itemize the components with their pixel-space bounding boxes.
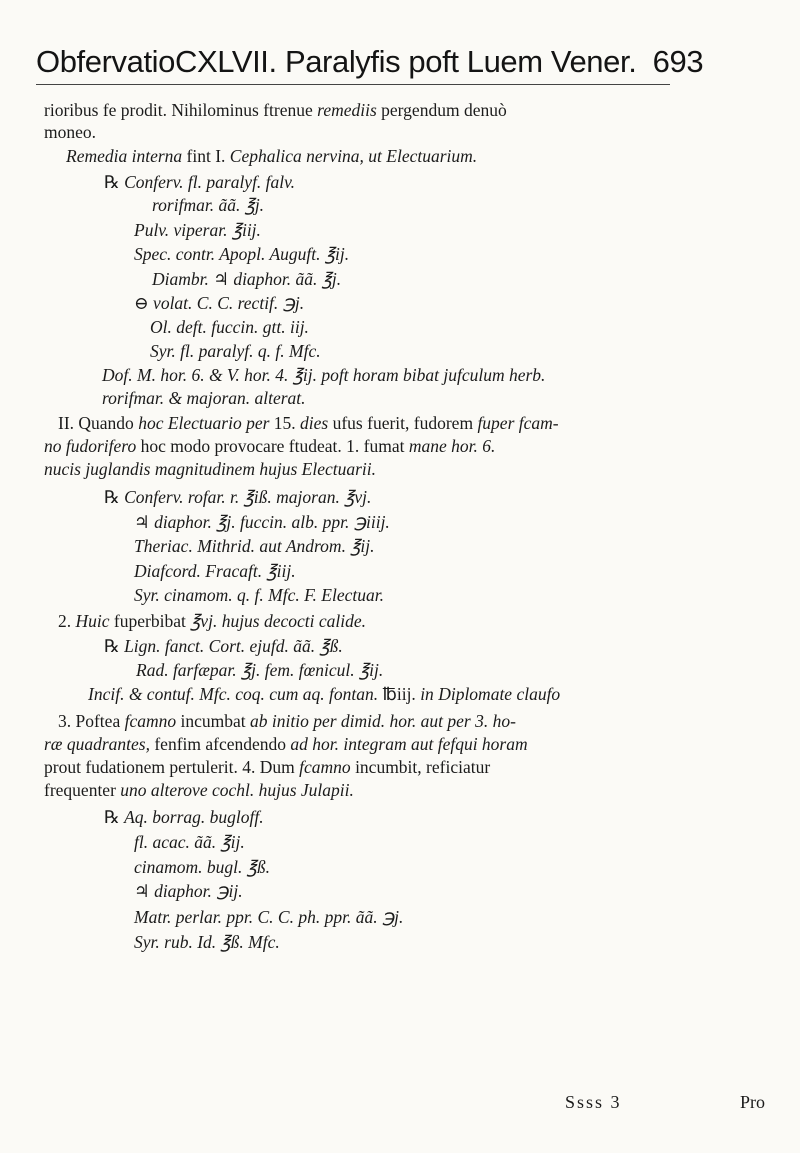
recipe-symbol: ℞ <box>104 487 120 507</box>
recipe-symbol: ℞ <box>104 807 120 827</box>
recipe-line: Spec. contr. Apopl. Auguft. ℥ij. <box>134 244 350 264</box>
text-line: moneo. <box>44 122 97 142</box>
text-line: 3. Poftea fcamno incumbat ab initio per dimid. hor. aut per 3. ho- <box>58 711 516 731</box>
text-line: prout fudationem pertulerit. 4. Dum fcamno incumbit, reficiatur <box>44 757 491 777</box>
recipe-line: Syr. cinamom. q. f. Mfc. F. Electuar. <box>134 585 384 605</box>
text-line: Remedia interna fint I. Cephalica nervina, ut Electuarium. <box>66 146 478 166</box>
header-rule <box>36 84 670 85</box>
text-line: II. Quando hoc Electuario per 15. dies ufus fuerit, fudorem fuper fcam- <box>58 413 559 433</box>
signature-mark: Ssss 3 <box>565 1092 622 1112</box>
recipe-line: Pulv. viperar. ℥iij. <box>134 220 261 240</box>
recipe-line: ♃ diaphor. ℥j. fuccin. alb. ppr. ℈iiij. <box>134 512 390 532</box>
running-header <box>36 44 776 80</box>
recipe-line: Incif. & contuf. Mfc. coq. cum aq. fontan. ℔iij. in Diplomate claufo <box>88 684 561 704</box>
crocus-symbol: ⊖ <box>134 293 149 313</box>
running-title: ObfervatioCXLVII. Paralyfis poft Luem Vener. <box>36 44 637 79</box>
recipe-line: ℞ Lign. fanct. Cort. ejufd. ãã. ℥ß. <box>104 636 343 656</box>
recipe-line: ♃ diaphor. ℈ij. <box>134 881 243 901</box>
dosage-line: rorifmar. & majoran. alterat. <box>102 388 306 408</box>
text-line: nucis juglandis magnitudinem hujus Electuarii. <box>44 459 376 479</box>
dosage-line: Dof. M. hor. 6. & V. hor. 4. ℥ij. poft horam bibat jufculum herb. <box>102 365 546 385</box>
recipe-line: Matr. perlar. ppr. C. C. ph. ppr. ãã. ℈j. <box>134 907 404 927</box>
recipe-line: cinamom. bugl. ℥ß. <box>134 857 271 877</box>
recipe-symbol: ℞ <box>104 172 120 192</box>
recipe-line: Ol. deft. fuccin. gtt. iij. <box>150 317 309 337</box>
recipe-line: ℞ Conferv. rofar. r. ℥iß. majoran. ℥vj. <box>104 487 372 507</box>
text-line: ræ quadrantes, fenfim afcendendo ad hor. integram aut fefqui horam <box>44 734 528 754</box>
recipe-line: ⊖ volat. C. C. rectif. ℈j. <box>134 293 305 313</box>
text-line: 2. Huic fuperbibat ℥vj. hujus decocti calide. <box>58 611 367 631</box>
catchword: Pro <box>740 1092 766 1112</box>
page-number: 693 <box>652 44 704 79</box>
recipe-line: Rad. farfæpar. ℥j. fem. fœnicul. ℥ij. <box>136 660 384 680</box>
recipe-line: Syr. rub. Id. ℥ß. Mfc. <box>134 932 280 952</box>
text-line: no fudorifero hoc modo provocare ftudeat. 1. fumat mane hor. 6. <box>44 436 496 456</box>
recipe-line: ℞ Aq. borrag. bugloff. <box>104 807 264 827</box>
recipe-line: fl. acac. ãã. ℥ij. <box>134 832 245 852</box>
recipe-line: ℞ Conferv. fl. paralyf. falv. <box>104 172 296 192</box>
text-line: rioribus fe prodit. Nihilominus ftrenue remediis pergendum denuò <box>44 100 507 120</box>
recipe-symbol: ℞ <box>104 636 120 656</box>
recipe-line: Diafcord. Fracaft. ℥iij. <box>134 561 296 581</box>
recipe-line: Theriac. Mithrid. aut Androm. ℥ij. <box>134 536 375 556</box>
recipe-line: Diambr. ♃ diaphor. ãã. ℥j. <box>152 269 342 289</box>
text-line: frequenter uno alterove cochl. hujus Julapii. <box>44 780 354 800</box>
recipe-line: Syr. fl. paralyf. q. f. Mfc. <box>150 341 321 361</box>
recipe-line: rorifmar. ãã. ℥j. <box>152 195 265 215</box>
